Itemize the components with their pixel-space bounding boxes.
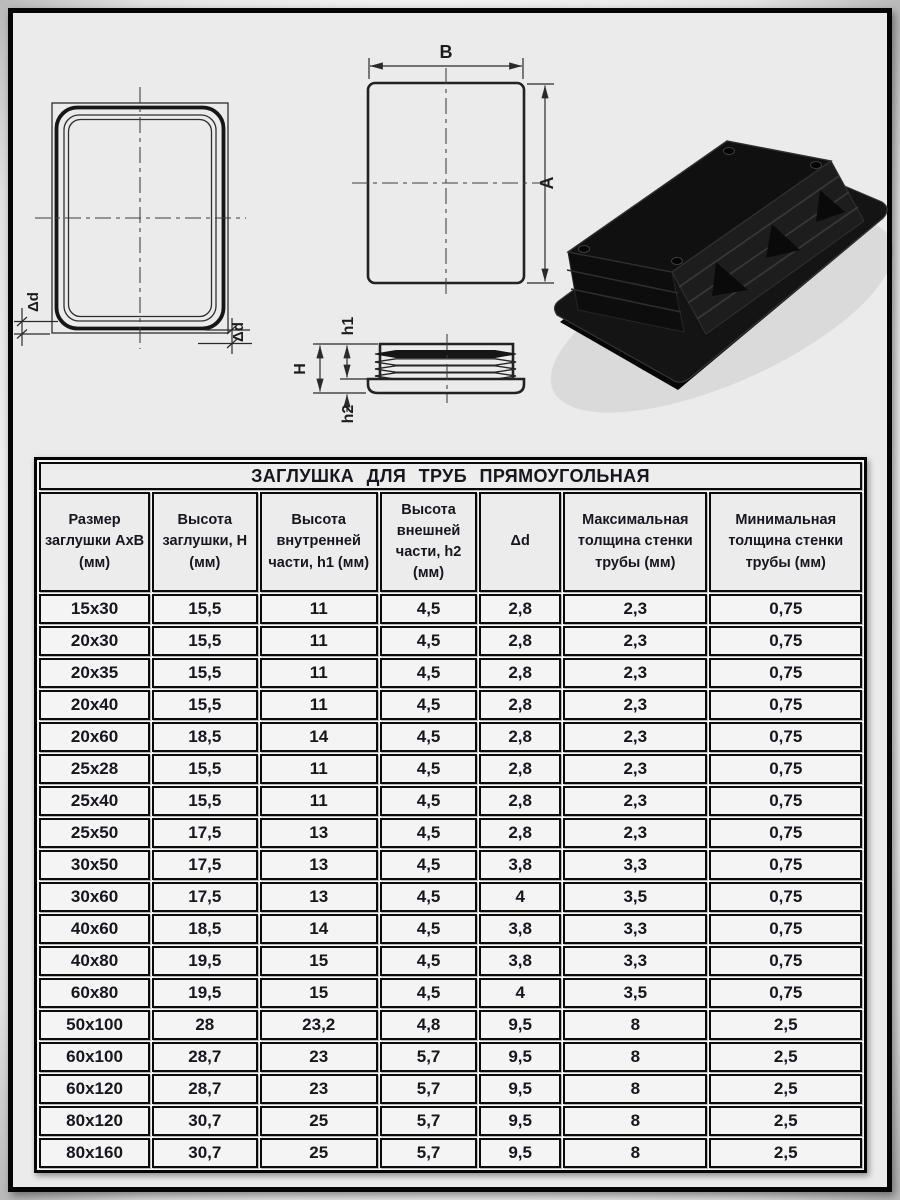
table-header-row [39, 492, 862, 592]
table-cell: 13 [260, 818, 378, 848]
table-cell: 15 [260, 978, 378, 1008]
table-cell: 9,5 [479, 1042, 561, 1072]
table-cell: 9,5 [479, 1138, 561, 1168]
table-cell: 4,5 [380, 690, 477, 720]
table-cell: 0,75 [709, 882, 862, 912]
table-cell: 13 [260, 882, 378, 912]
table-cell: 2,8 [479, 754, 561, 784]
table-cell: 25x50 [39, 818, 150, 848]
table-title-row [39, 462, 862, 490]
table-row [39, 690, 862, 720]
table-cell: 5,7 [380, 1042, 477, 1072]
table-cell: 28,7 [152, 1074, 257, 1104]
table-cell: 0,75 [709, 818, 862, 848]
table-cell: 2,3 [563, 658, 707, 688]
table-cell: 4,5 [380, 978, 477, 1008]
table-cell: 4,8 [380, 1010, 477, 1040]
table-cell: 25x28 [39, 754, 150, 784]
table-cell: 11 [260, 690, 378, 720]
table-cell: 2,5 [709, 1042, 862, 1072]
table-cell: 4,5 [380, 882, 477, 912]
table-cell: 9,5 [479, 1074, 561, 1104]
table-row [39, 850, 862, 880]
table-cell: 40x80 [39, 946, 150, 976]
table-cell: 8 [563, 1138, 707, 1168]
table-cell: 9,5 [479, 1106, 561, 1136]
table-cell: 3,3 [563, 946, 707, 976]
table-cell: 60x80 [39, 978, 150, 1008]
spec-table [34, 457, 867, 1173]
table-cell: 14 [260, 914, 378, 944]
table-cell: 3,8 [479, 946, 561, 976]
table-cell: 8 [563, 1074, 707, 1104]
dim-A-label: A [537, 176, 557, 190]
table-cell: 4,5 [380, 818, 477, 848]
table-cell: 15 [260, 946, 378, 976]
table-row [39, 1010, 862, 1040]
table-cell: 5,7 [380, 1138, 477, 1168]
table-cell: 5,7 [380, 1106, 477, 1136]
table-cell: 4 [479, 882, 561, 912]
table-cell: 17,5 [152, 850, 257, 880]
dim-B-label: B [439, 42, 453, 62]
header-delta-d: Δd [479, 492, 561, 592]
table-row [39, 1138, 862, 1168]
table-cell: 2,8 [479, 594, 561, 624]
table-cell: 11 [260, 626, 378, 656]
table-row [39, 722, 862, 752]
table-cell: 4 [479, 978, 561, 1008]
table-cell: 2,3 [563, 626, 707, 656]
table-cell: 20x30 [39, 626, 150, 656]
table-cell: 3,8 [479, 850, 561, 880]
table-cell: 15,5 [152, 786, 257, 816]
table-cell: 30x60 [39, 882, 150, 912]
table-cell: 60x120 [39, 1074, 150, 1104]
dim-A [527, 84, 557, 283]
table-cell: 20x35 [39, 658, 150, 688]
delta-d-left-label: Δd [25, 292, 42, 312]
table-cell: 28,7 [152, 1042, 257, 1072]
table-cell: 2,3 [563, 690, 707, 720]
table-cell: 25x40 [39, 786, 150, 816]
table-row [39, 786, 862, 816]
table-cell: 4,5 [380, 722, 477, 752]
table-cell: 25 [260, 1106, 378, 1136]
table-cell: 4,5 [380, 626, 477, 656]
table-cell: 4,5 [380, 786, 477, 816]
table-cell: 18,5 [152, 722, 257, 752]
table-cell: 0,75 [709, 626, 862, 656]
table-cell: 11 [260, 786, 378, 816]
table-cell: 2,3 [563, 754, 707, 784]
table-title: ЗАГЛУШКА ДЛЯ ТРУБ ПРЯМОУГОЛЬНАЯ [39, 462, 862, 490]
table-cell: 5,7 [380, 1074, 477, 1104]
table-row [39, 1106, 862, 1136]
spec-table-body [39, 594, 862, 1168]
table-cell: 0,75 [709, 690, 862, 720]
table-row [39, 594, 862, 624]
header-max-wall: Максимальная толщина стенки трубы (мм) [563, 492, 707, 592]
table-cell: 15,5 [152, 754, 257, 784]
header-size: Размер заглушки АхВ (мм) [39, 492, 150, 592]
table-cell: 28 [152, 1010, 257, 1040]
table-cell: 0,75 [709, 594, 862, 624]
table-cell: 2,8 [479, 658, 561, 688]
table-cell: 18,5 [152, 914, 257, 944]
table-cell: 19,5 [152, 978, 257, 1008]
table-cell: 30,7 [152, 1138, 257, 1168]
table-cell: 0,75 [709, 850, 862, 880]
table-cell: 80x120 [39, 1106, 150, 1136]
table-cell: 2,3 [563, 594, 707, 624]
table-cell: 14 [260, 722, 378, 752]
table-cell: 3,5 [563, 978, 707, 1008]
table-cell: 0,75 [709, 978, 862, 1008]
table-cell: 3,5 [563, 882, 707, 912]
table-cell: 25 [260, 1138, 378, 1168]
table-cell: 30x50 [39, 850, 150, 880]
product-photo-3d [525, 141, 900, 450]
header-outer-h2: Высота внешней части, h2 (мм) [380, 492, 477, 592]
table-cell: 8 [563, 1010, 707, 1040]
dim-h2-label: h2 [340, 404, 357, 424]
table-cell: 2,5 [709, 1010, 862, 1040]
table-cell: 15x30 [39, 594, 150, 624]
table-cell: 0,75 [709, 786, 862, 816]
table-cell: 80x160 [39, 1138, 150, 1168]
table-cell: 2,3 [563, 818, 707, 848]
table-cell: 9,5 [479, 1010, 561, 1040]
table-cell: 11 [260, 658, 378, 688]
table-cell: 13 [260, 850, 378, 880]
table-cell: 3,3 [563, 914, 707, 944]
table-cell: 3,3 [563, 850, 707, 880]
table-cell: 2,8 [479, 626, 561, 656]
table-row [39, 978, 862, 1008]
table-cell: 23,2 [260, 1010, 378, 1040]
table-cell: 3,8 [479, 914, 561, 944]
table-cell: 0,75 [709, 914, 862, 944]
table-cell: 4,5 [380, 754, 477, 784]
table-cell: 4,5 [380, 850, 477, 880]
table-cell: 30,7 [152, 1106, 257, 1136]
table-cell: 2,3 [563, 786, 707, 816]
table-cell: 19,5 [152, 946, 257, 976]
table-cell: 15,5 [152, 594, 257, 624]
table-row [39, 658, 862, 688]
dim-h2 [340, 395, 357, 424]
table-cell: 15,5 [152, 690, 257, 720]
table-cell: 11 [260, 754, 378, 784]
table-cell: 0,75 [709, 658, 862, 688]
table-row [39, 914, 862, 944]
table-cell: 8 [563, 1106, 707, 1136]
table-cell: 0,75 [709, 946, 862, 976]
dim-H-label: H [292, 363, 309, 375]
table-cell: 0,75 [709, 754, 862, 784]
table-cell: 4,5 [380, 946, 477, 976]
table-cell: 0,75 [709, 722, 862, 752]
table-cell: 2,5 [709, 1106, 862, 1136]
table-cell: 50x100 [39, 1010, 150, 1040]
table-cell: 17,5 [152, 818, 257, 848]
table-cell: 20x60 [39, 722, 150, 752]
table-cell: 11 [260, 594, 378, 624]
table-cell: 60x100 [39, 1042, 150, 1072]
header-inner-h1: Высота внутренней части, h1 (мм) [260, 492, 378, 592]
table-row [39, 818, 862, 848]
delta-d-right-label: Δd [230, 322, 247, 342]
table-row [39, 1074, 862, 1104]
drawing-front-view [14, 87, 252, 354]
table-row [39, 626, 862, 656]
dim-H [292, 346, 320, 392]
table-cell: 2,5 [709, 1138, 862, 1168]
drawing-top-view [352, 42, 557, 298]
table-cell: 17,5 [152, 882, 257, 912]
table-row [39, 1042, 862, 1072]
table-row [39, 946, 862, 976]
table-cell: 2,8 [479, 690, 561, 720]
table-cell: 8 [563, 1042, 707, 1072]
table-cell: 2,8 [479, 818, 561, 848]
dim-h1 [340, 317, 357, 378]
table-cell: 4,5 [380, 594, 477, 624]
drawing-side-profile [292, 317, 524, 424]
header-min-wall: Минимальная толщина стенки трубы (мм) [709, 492, 862, 592]
table-cell: 2,3 [563, 722, 707, 752]
table-cell: 40x60 [39, 914, 150, 944]
table-row [39, 754, 862, 784]
header-height-H: Высота заглушки, Н (мм) [152, 492, 257, 592]
table-cell: 4,5 [380, 914, 477, 944]
table-cell: 2,5 [709, 1074, 862, 1104]
table-cell: 2,8 [479, 722, 561, 752]
table-cell: 23 [260, 1074, 378, 1104]
dim-delta-d-right [198, 318, 252, 354]
table-cell: 15,5 [152, 626, 257, 656]
table-row [39, 882, 862, 912]
technical-drawings [0, 0, 900, 450]
table-cell: 20x40 [39, 690, 150, 720]
table-cell: 4,5 [380, 658, 477, 688]
table-cell: 15,5 [152, 658, 257, 688]
table-cell: 23 [260, 1042, 378, 1072]
dim-h1-label: h1 [340, 316, 357, 336]
table-cell: 2,8 [479, 786, 561, 816]
